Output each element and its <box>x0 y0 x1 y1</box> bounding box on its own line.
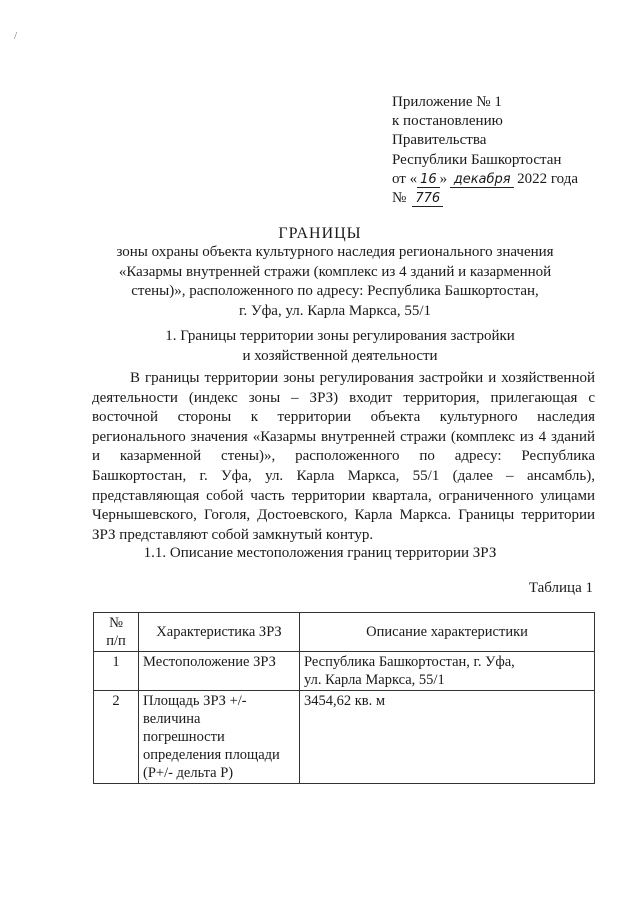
section-heading-line-2: и хозяйственной деятельности <box>242 347 438 364</box>
appendix-block <box>392 93 632 208</box>
header-number-line-2: п/п <box>106 633 126 649</box>
date-mid: » <box>439 170 448 187</box>
table-row <box>94 691 595 784</box>
row-number: 2 <box>94 691 139 784</box>
row-characteristic-line-1: Площадь ЗРЗ +/- <box>143 693 247 709</box>
row-characteristic: Местоположение ЗРЗ <box>139 652 300 691</box>
row-characteristic <box>139 691 300 784</box>
document-number: 776 <box>412 192 443 207</box>
section-heading-line-1: 1. Границы территории зоны регулирования застройки <box>165 328 515 344</box>
body-paragraph: В границы территории зоны регулирования застройки и хозяйственной деятельности (индекс зоны – ЗРЗ) входит территория, прилегающая с восточной стороны к территории объекта культурного наследия регионального значения «Казармы внутренней стражи (комплекс из 4 зданий и казарменной стены)», расположенного по адресу: Республика Башкортостан, г. Уфа, ул. Карла Маркса, 55/1 (далее – ансамбль), представляющая собой часть территории квартала, ограниченного улицами Чернышевского, Гоголя, Достоевского, Карла Маркса. Границы территории ЗРЗ представляют собой замкнутый контур. <box>92 370 595 543</box>
appendix-number-line <box>392 189 632 208</box>
header-number <box>94 613 139 652</box>
header-description: Описание характеристики <box>300 613 595 652</box>
appendix-line-4: Республики Башкортостан <box>392 151 562 168</box>
date-day: 16 <box>417 173 440 188</box>
subtitle-line-3: стены)», расположенного по адресу: Республика Башкортостан, <box>131 283 539 299</box>
appendix-line-3: Правительства <box>392 132 487 149</box>
subtitle-line-1: зоны охраны объекта культурного наследия регионального значения <box>116 244 554 260</box>
appendix-date-line <box>392 170 632 189</box>
date-year: 2022 года <box>517 170 579 187</box>
characteristics-table <box>93 612 595 784</box>
row-characteristic-line-2: величина <box>143 711 201 727</box>
subtitle-line-2: «Казармы внутренней стражи (комплекс из 4 зданий и казарменной <box>118 263 552 280</box>
row-description-line-1: Республика Башкортостан, г. Уфа, <box>304 654 515 670</box>
row-characteristic-line-4: определения площади <box>143 747 280 763</box>
table-caption: Таблица 1 <box>528 580 593 596</box>
appendix-line-2: к постановлению <box>392 113 503 130</box>
row-number: 1 <box>94 652 139 691</box>
date-prefix: от « <box>392 170 418 187</box>
header-number-line-1: № <box>109 615 123 631</box>
row-description <box>300 652 595 691</box>
number-prefix: № <box>392 190 407 207</box>
subtitle-line-4: г. Уфа, ул. Карла Маркса, 55/1 <box>238 302 432 319</box>
section-heading <box>90 327 590 366</box>
header-characteristic: Характеристика ЗРЗ <box>139 613 300 652</box>
appendix-line-1: Приложение № 1 <box>392 94 502 110</box>
table-header-row <box>94 613 595 652</box>
date-month: декабря <box>450 173 514 188</box>
sub-section-heading: 1.1. Описание местоположения границ территории ЗРЗ <box>143 545 497 561</box>
document-title: ГРАНИЦЫ <box>278 225 362 242</box>
row-characteristic-line-3: погрешности <box>143 729 225 745</box>
scan-speck: / <box>14 30 18 42</box>
document-subtitle <box>90 243 580 321</box>
table-row <box>94 652 595 691</box>
row-description-line-2: ул. Карла Маркса, 55/1 <box>304 672 445 688</box>
row-description: 3454,62 кв. м <box>300 691 595 784</box>
row-characteristic-line-5: (Р+/- дельта Р) <box>143 765 234 781</box>
